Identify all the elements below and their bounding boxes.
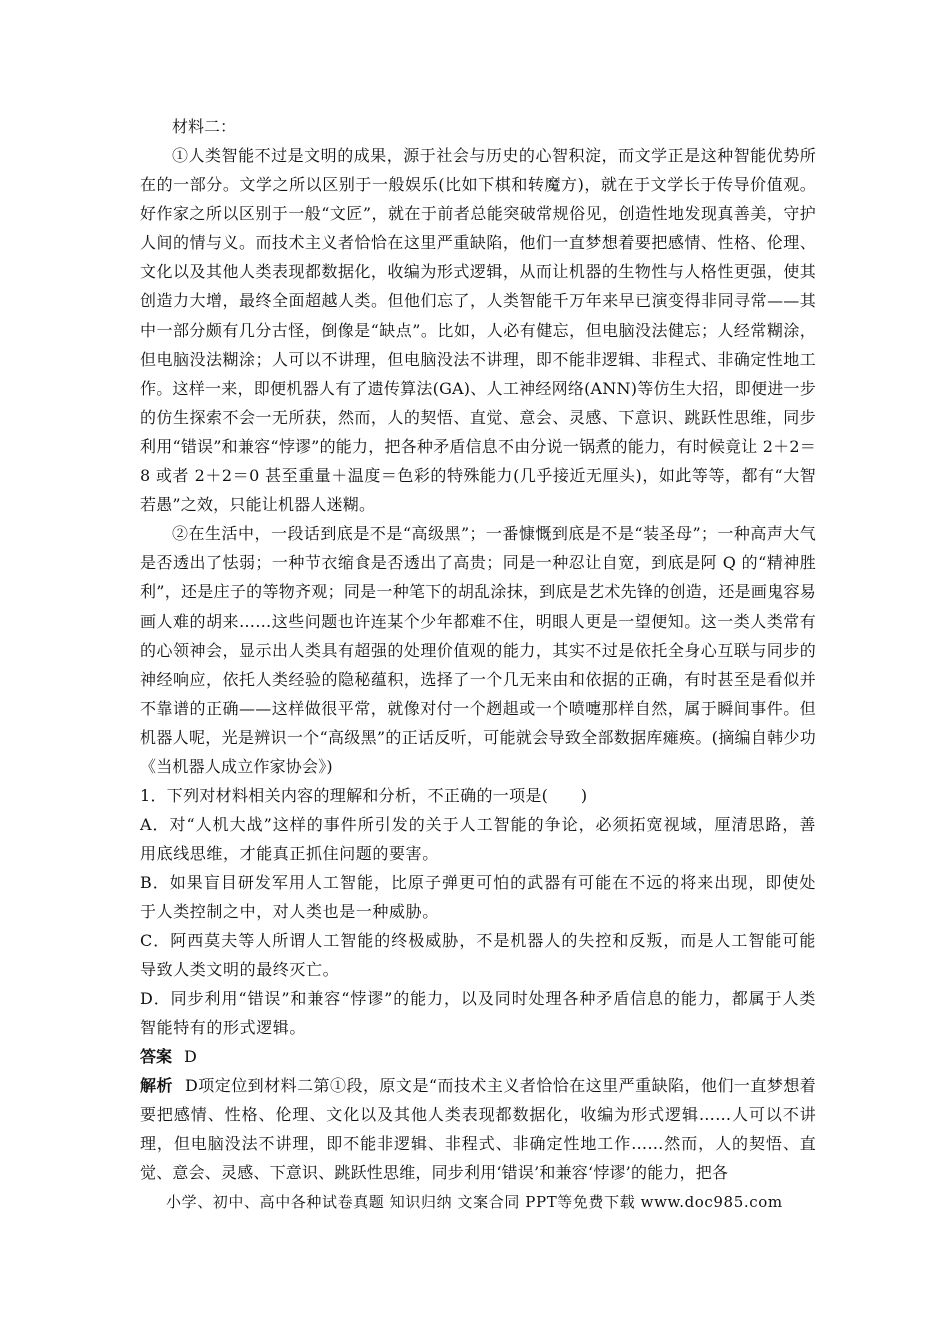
page-footer: 小学、初中、高中各种试卷真题 知识归纳 文案合同 PPT等免费下载 www.doc985.com <box>166 1193 783 1211</box>
analysis-text: D项定位到材料二第①段，原文是“而技术主义者恰恰在这里严重缺陷，他们一直梦想着要把感情、性格、伦理、文化以及其他人类表现都数据化，收编为形式逻辑……人可以不讲理，但电脑没法不讲理，即不能非逻辑、非程式、非确定性地工作……然而，人的契悟、直觉、意会、灵感、下意识、跳跃性思维，同步利用‘错误’和兼容‘悖谬’的能力，把各 <box>140 1076 817 1183</box>
question-stem: 1．下列对材料相关内容的理解和分析，不正确的一项是( ) <box>140 786 588 806</box>
option-d: D．同步利用“错误”和兼容“悖谬”的能力，以及同时处理各种矛盾信息的能力，都属于人类智能特有的形式逻辑。 <box>140 989 816 1038</box>
paragraph-2: ②在生活中，一段话到底是不是“高级黑”；一番慷慨到底是不是“装圣母”；一种高声大气是否透出了怯弱；一种节衣缩食是否透出了高贵；同是一种忍让自宽，到底是阿 Q 的“精神胜利”，还是庄子的等物齐观；同是一种笔下的胡乱涂抹，到底是艺术先锋的创造，还是画鬼容易画人难的胡来……这些问题也许连某个少年都难不住，明眼人更是一望便知。这一类人类常有的心领神会，显示出人类具有超强的处理价值观的能力，其实不过是依托全身心互联与同步的神经响应，依托人类经验的隐秘蕴积，选择了一个几无来由和依据的正确，有时甚至是看似并不靠谱的正确——这样做很平常，就像对付一个趔趄或一个喷嚏那样自然，属于瞬间事件。但机器人呢，光是辨识一个“高级黑”的正话反听，可能就会导致全部数据库瘫痪。(摘编自韩少功《当机器人成立作家协会》) <box>140 524 816 776</box>
option-a: A．对“人机大战”这样的事件所引发的关于人工智能的争论，必须拓宽视域，厘清思路，善用底线思维，才能真正抓住问题的要害。 <box>140 815 816 864</box>
option-b: B．如果盲目研发军用人工智能，比原子弹更可怕的武器有可能在不远的将来出现，即使处于人类控制之中，对人类也是一种威胁。 <box>140 873 816 922</box>
answer-line <box>140 1042 816 1071</box>
analysis-block <box>140 1071 816 1187</box>
question-block <box>140 781 816 1042</box>
document-body <box>140 112 816 1187</box>
paragraph-1: ①人类智能不过是文明的成果，源于社会与历史的心智积淀，而文学正是这种智能优势所在的一部分。文学之所以区别于一般娱乐(比如下棋和转魔方)，就在于文学长于传导价值观。好作家之所以区别于一般“文匠”，就在于前者总能突破常规俗见，创造性地发现真善美，守护人间的情与义。而技术主义者恰恰在这里严重缺陷，他们一直梦想着要把感情、性格、伦理、文化以及其他人类表现都数据化，收编为形式逻辑，从而让机器的生物性与人格性更强，使其创造力大增，最终全面超越人类。但他们忘了，人类智能千万年来早已演变得非同寻常——其中一部分颇有几分古怪，倒像是“缺点”。比如，人必有健忘，但电脑没法健忘；人经常糊涂，但电脑没法糊涂；人可以不讲理，但电脑没法不讲理，即不能非逻辑、非程式、非确定性地工作。这样一来，即便机器人有了遗传算法(GA)、人工神经网络(ANN)等仿生大招，即便进一步的仿生探索不会一无所获，然而，人的契悟、直觉、意会、灵感、下意识、跳跃性思维，同步利用“错误”和兼容“悖谬”的能力，把各种矛盾信息不由分说一锅煮的能力，有时候竟让 2＋2＝8 或者 2＋2＝0 甚至重量＋温度＝色彩的特殊能力(几乎接近无厘头)，如此等等，都有“大智若愚”之效，只能让机器人迷糊。 <box>140 146 816 515</box>
option-c: C．阿西莫夫等人所谓人工智能的终极威胁，不是机器人的失控和反叛，而是人工智能可能导致人类文明的最终灭亡。 <box>140 931 816 980</box>
answer-label: 答案 <box>140 1047 173 1067</box>
material-heading: 材料二： <box>172 117 237 136</box>
answer-value: D <box>184 1047 197 1067</box>
analysis-label: 解析 <box>140 1076 173 1096</box>
